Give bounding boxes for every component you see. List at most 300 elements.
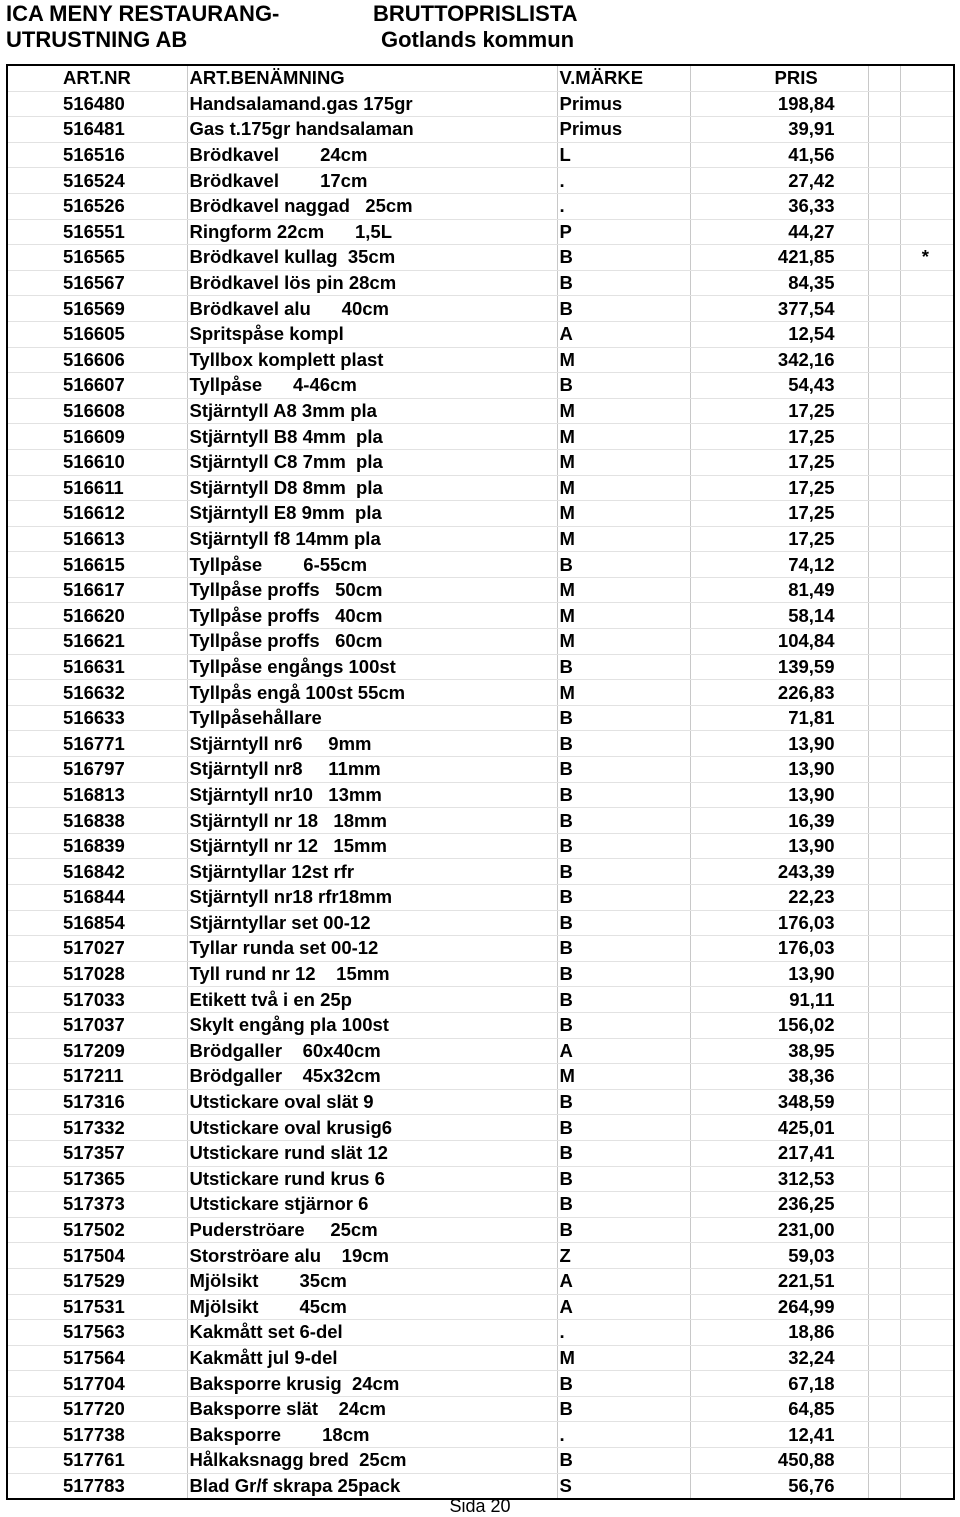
table-row	[7, 373, 954, 399]
cell-empty	[868, 833, 900, 859]
cell-brand: Primus	[557, 91, 690, 117]
cell-artnr: 517037	[7, 1012, 187, 1038]
cell-empty	[868, 1448, 900, 1474]
cell-brand: B	[557, 757, 690, 783]
cell-mark	[900, 1064, 954, 1090]
cell-empty	[868, 296, 900, 322]
table-row	[7, 1089, 954, 1115]
cell-mark	[900, 961, 954, 987]
cell-artnr: 517783	[7, 1473, 187, 1499]
cell-article-name: Brödgaller 60x40cm	[187, 1038, 557, 1064]
cell-empty	[868, 245, 900, 271]
cell-mark	[900, 1038, 954, 1064]
cell-price: 12,41	[690, 1422, 868, 1448]
cell-artnr: 516481	[7, 117, 187, 143]
cell-article-name: Stjärntyllar set 00-12	[187, 910, 557, 936]
cell-brand: .	[557, 1320, 690, 1346]
cell-price: 221,51	[690, 1268, 868, 1294]
cell-price: 13,90	[690, 782, 868, 808]
cell-brand: B	[557, 245, 690, 271]
cell-empty	[868, 1371, 900, 1397]
cell-brand: B	[557, 373, 690, 399]
cell-empty	[868, 1396, 900, 1422]
cell-brand: M	[557, 501, 690, 527]
cell-price: 139,59	[690, 654, 868, 680]
table-row	[7, 219, 954, 245]
table-row	[7, 1396, 954, 1422]
cell-brand: M	[557, 449, 690, 475]
cell-artnr: 516605	[7, 321, 187, 347]
table-row	[7, 449, 954, 475]
cell-article-name: Gas t.175gr handsalaman	[187, 117, 557, 143]
cell-price: 16,39	[690, 808, 868, 834]
cell-article-name: Handsalamand.gas 175gr	[187, 91, 557, 117]
cell-artnr: 516551	[7, 219, 187, 245]
cell-artnr: 516842	[7, 859, 187, 885]
table-row	[7, 731, 954, 757]
cell-mark	[900, 1294, 954, 1320]
cell-empty	[868, 603, 900, 629]
cell-empty	[868, 552, 900, 578]
column-header-price: PRIS	[690, 65, 868, 91]
cell-article-name: Kakmått set 6-del	[187, 1320, 557, 1346]
cell-artnr: 516854	[7, 910, 187, 936]
cell-brand: B	[557, 705, 690, 731]
cell-price: 13,90	[690, 757, 868, 783]
table-row	[7, 526, 954, 552]
cell-mark	[900, 936, 954, 962]
cell-empty	[868, 1115, 900, 1141]
document-subtitle: Gotlands kommun	[381, 27, 575, 52]
cell-empty	[868, 1345, 900, 1371]
page-number: Sida 20	[449, 1496, 511, 1516]
cell-artnr: 516844	[7, 885, 187, 911]
column-header-name: ART.BENÄMNING	[187, 65, 557, 91]
cell-empty	[868, 373, 900, 399]
cell-price: 377,54	[690, 296, 868, 322]
table-row	[7, 1243, 954, 1269]
table-row	[7, 808, 954, 834]
cell-brand: M	[557, 526, 690, 552]
cell-price: 243,39	[690, 859, 868, 885]
cell-artnr: 516813	[7, 782, 187, 808]
cell-mark	[900, 142, 954, 168]
cell-price: 17,25	[690, 501, 868, 527]
cell-empty	[868, 91, 900, 117]
table-header-row	[7, 65, 954, 91]
cell-mark	[900, 1192, 954, 1218]
cell-article-name: Stjärntyll nr18 rfr18mm	[187, 885, 557, 911]
cell-empty	[868, 629, 900, 655]
cell-price: 22,23	[690, 885, 868, 911]
cell-price: 38,36	[690, 1064, 868, 1090]
cell-article-name: Tyllpåse engångs 100st	[187, 654, 557, 680]
cell-article-name: Mjölsikt 35cm	[187, 1268, 557, 1294]
cell-empty	[868, 321, 900, 347]
table-row	[7, 245, 954, 271]
cell-mark	[900, 1243, 954, 1269]
cell-artnr: 516612	[7, 501, 187, 527]
cell-brand: A	[557, 1268, 690, 1294]
cell-mark	[900, 526, 954, 552]
cell-artnr: 517316	[7, 1089, 187, 1115]
cell-brand: A	[557, 321, 690, 347]
table-row	[7, 654, 954, 680]
table-row	[7, 193, 954, 219]
cell-empty	[868, 1038, 900, 1064]
cell-article-name: Stjärntyllar 12st rfr	[187, 859, 557, 885]
cell-price: 198,84	[690, 91, 868, 117]
cell-mark	[900, 270, 954, 296]
cell-article-name: Brödkavel naggad 25cm	[187, 193, 557, 219]
cell-mark	[900, 654, 954, 680]
cell-artnr: 517332	[7, 1115, 187, 1141]
cell-mark	[900, 1448, 954, 1474]
cell-article-name: Tyllpåse 6-55cm	[187, 552, 557, 578]
cell-price: 39,91	[690, 117, 868, 143]
cell-price: 13,90	[690, 731, 868, 757]
cell-article-name: Tyllpåsehållare	[187, 705, 557, 731]
cell-price: 264,99	[690, 1294, 868, 1320]
cell-article-name: Tyllpås engå 100st 55cm	[187, 680, 557, 706]
cell-artnr: 516608	[7, 398, 187, 424]
cell-brand: M	[557, 629, 690, 655]
cell-article-name: Stjärntyll f8 14mm pla	[187, 526, 557, 552]
table-row	[7, 987, 954, 1013]
cell-brand: B	[557, 1115, 690, 1141]
table-row	[7, 117, 954, 143]
cell-mark	[900, 91, 954, 117]
cell-empty	[868, 987, 900, 1013]
table-row	[7, 936, 954, 962]
cell-price: 425,01	[690, 1115, 868, 1141]
cell-brand: S	[557, 1473, 690, 1499]
cell-empty	[868, 577, 900, 603]
cell-artnr: 516633	[7, 705, 187, 731]
cell-article-name: Baksporre slät 24cm	[187, 1396, 557, 1422]
table-row	[7, 1166, 954, 1192]
cell-article-name: Utstickare stjärnor 6	[187, 1192, 557, 1218]
cell-empty	[868, 1217, 900, 1243]
cell-mark	[900, 1089, 954, 1115]
cell-price: 67,18	[690, 1371, 868, 1397]
cell-empty	[868, 526, 900, 552]
cell-empty	[868, 1422, 900, 1448]
cell-price: 17,25	[690, 424, 868, 450]
cell-artnr: 517033	[7, 987, 187, 1013]
cell-article-name: Stjärntyll nr6 9mm	[187, 731, 557, 757]
cell-brand: B	[557, 270, 690, 296]
table-row	[7, 1294, 954, 1320]
cell-empty	[868, 142, 900, 168]
cell-article-name: Hålkaksnagg bred 25cm	[187, 1448, 557, 1474]
cell-price: 226,83	[690, 680, 868, 706]
cell-brand: Primus	[557, 117, 690, 143]
column-header-mark	[900, 65, 954, 91]
cell-mark	[900, 1345, 954, 1371]
cell-artnr: 517529	[7, 1268, 187, 1294]
cell-price: 342,16	[690, 347, 868, 373]
cell-brand: M	[557, 1064, 690, 1090]
cell-brand: B	[557, 296, 690, 322]
cell-article-name: Brödkavel alu 40cm	[187, 296, 557, 322]
cell-artnr: 516771	[7, 731, 187, 757]
cell-mark	[900, 833, 954, 859]
table-row	[7, 1192, 954, 1218]
cell-price: 27,42	[690, 168, 868, 194]
cell-article-name: Tyllpåse 4-46cm	[187, 373, 557, 399]
cell-artnr: 517504	[7, 1243, 187, 1269]
cell-empty	[868, 117, 900, 143]
cell-artnr: 517564	[7, 1345, 187, 1371]
cell-brand: B	[557, 1089, 690, 1115]
cell-mark	[900, 501, 954, 527]
cell-article-name: Brödkavel lös pin 28cm	[187, 270, 557, 296]
cell-brand: B	[557, 885, 690, 911]
cell-empty	[868, 1243, 900, 1269]
cell-article-name: Skylt engång pla 100st	[187, 1012, 557, 1038]
cell-brand: B	[557, 910, 690, 936]
company-name-line2: UTRUSTNING AB	[6, 27, 188, 52]
cell-article-name: Stjärntyll nr 18 18mm	[187, 808, 557, 834]
cell-mark	[900, 629, 954, 655]
cell-mark	[900, 475, 954, 501]
cell-mark	[900, 117, 954, 143]
cell-brand: M	[557, 475, 690, 501]
cell-mark	[900, 321, 954, 347]
cell-brand: B	[557, 859, 690, 885]
cell-artnr: 516606	[7, 347, 187, 373]
cell-price: 176,03	[690, 936, 868, 962]
cell-price: 44,27	[690, 219, 868, 245]
cell-article-name: Brödgaller 45x32cm	[187, 1064, 557, 1090]
table-row	[7, 398, 954, 424]
cell-article-name: Stjärntyll nr10 13mm	[187, 782, 557, 808]
cell-empty	[868, 859, 900, 885]
cell-artnr: 517761	[7, 1448, 187, 1474]
cell-price: 348,59	[690, 1089, 868, 1115]
cell-mark	[900, 859, 954, 885]
cell-brand: B	[557, 1140, 690, 1166]
cell-mark	[900, 398, 954, 424]
cell-artnr: 516631	[7, 654, 187, 680]
cell-empty	[868, 808, 900, 834]
cell-price: 312,53	[690, 1166, 868, 1192]
cell-mark	[900, 1268, 954, 1294]
table-row	[7, 296, 954, 322]
cell-mark	[900, 1115, 954, 1141]
cell-brand: M	[557, 424, 690, 450]
cell-mark	[900, 1320, 954, 1346]
cell-brand: M	[557, 398, 690, 424]
cell-price: 17,25	[690, 526, 868, 552]
table-row	[7, 1038, 954, 1064]
table-row	[7, 142, 954, 168]
cell-mark	[900, 168, 954, 194]
cell-article-name: Stjärntyll B8 4mm pla	[187, 424, 557, 450]
cell-brand: M	[557, 1345, 690, 1371]
cell-artnr: 516615	[7, 552, 187, 578]
cell-artnr: 516569	[7, 296, 187, 322]
cell-empty	[868, 501, 900, 527]
cell-mark	[900, 1422, 954, 1448]
cell-brand: B	[557, 1396, 690, 1422]
cell-price: 12,54	[690, 321, 868, 347]
cell-article-name: Puderströare 25cm	[187, 1217, 557, 1243]
cell-mark	[900, 782, 954, 808]
cell-mark	[900, 680, 954, 706]
cell-price: 41,56	[690, 142, 868, 168]
cell-brand: .	[557, 1422, 690, 1448]
cell-article-name: Storströare alu 19cm	[187, 1243, 557, 1269]
cell-mark	[900, 373, 954, 399]
cell-empty	[868, 398, 900, 424]
table-row	[7, 1268, 954, 1294]
table-row	[7, 1064, 954, 1090]
column-header-empty	[868, 65, 900, 91]
column-header-artnr: ART.NR	[7, 65, 187, 91]
cell-mark	[900, 731, 954, 757]
cell-empty	[868, 1192, 900, 1218]
cell-artnr: 517738	[7, 1422, 187, 1448]
cell-empty	[868, 705, 900, 731]
cell-brand: A	[557, 1038, 690, 1064]
cell-article-name: Tyllpåse proffs 50cm	[187, 577, 557, 603]
cell-brand: B	[557, 808, 690, 834]
cell-empty	[868, 731, 900, 757]
cell-brand: B	[557, 1371, 690, 1397]
cell-price: 36,33	[690, 193, 868, 219]
cell-empty	[868, 961, 900, 987]
cell-brand: A	[557, 1294, 690, 1320]
table-row	[7, 321, 954, 347]
table-row	[7, 603, 954, 629]
cell-price: 56,76	[690, 1473, 868, 1499]
cell-brand: B	[557, 552, 690, 578]
cell-brand: Z	[557, 1243, 690, 1269]
table-row	[7, 833, 954, 859]
cell-brand: .	[557, 193, 690, 219]
cell-artnr: 516524	[7, 168, 187, 194]
table-row	[7, 1422, 954, 1448]
table-row	[7, 552, 954, 578]
cell-brand: L	[557, 142, 690, 168]
cell-mark	[900, 910, 954, 936]
cell-mark	[900, 1012, 954, 1038]
table-row	[7, 1140, 954, 1166]
cell-article-name: Brödkavel 24cm	[187, 142, 557, 168]
cell-price: 176,03	[690, 910, 868, 936]
cell-article-name: Tyll rund nr 12 15mm	[187, 961, 557, 987]
table-row	[7, 577, 954, 603]
cell-artnr: 516610	[7, 449, 187, 475]
cell-artnr: 516617	[7, 577, 187, 603]
cell-empty	[868, 168, 900, 194]
cell-brand: B	[557, 1012, 690, 1038]
cell-mark	[900, 1371, 954, 1397]
cell-article-name: Spritspåse kompl	[187, 321, 557, 347]
table-row	[7, 629, 954, 655]
cell-brand: B	[557, 782, 690, 808]
cell-article-name: Tyllpåse proffs 40cm	[187, 603, 557, 629]
cell-empty	[868, 885, 900, 911]
cell-mark	[900, 347, 954, 373]
cell-article-name: Tyllar runda set 00-12	[187, 936, 557, 962]
cell-brand: B	[557, 731, 690, 757]
cell-article-name: Stjärntyll A8 3mm pla	[187, 398, 557, 424]
cell-price: 217,41	[690, 1140, 868, 1166]
cell-mark	[900, 1140, 954, 1166]
cell-artnr: 516526	[7, 193, 187, 219]
cell-artnr: 517531	[7, 1294, 187, 1320]
table-row	[7, 1345, 954, 1371]
table-row	[7, 782, 954, 808]
cell-brand: P	[557, 219, 690, 245]
cell-empty	[868, 1268, 900, 1294]
cell-article-name: Utstickare rund slät 12	[187, 1140, 557, 1166]
cell-empty	[868, 757, 900, 783]
cell-mark	[900, 1396, 954, 1422]
cell-price: 156,02	[690, 1012, 868, 1038]
cell-price: 236,25	[690, 1192, 868, 1218]
cell-price: 18,86	[690, 1320, 868, 1346]
table-row	[7, 270, 954, 296]
cell-article-name: Stjärntyll nr8 11mm	[187, 757, 557, 783]
cell-article-name: Utstickare rund krus 6	[187, 1166, 557, 1192]
cell-artnr: 516609	[7, 424, 187, 450]
table-row	[7, 501, 954, 527]
cell-artnr: 516516	[7, 142, 187, 168]
cell-brand: B	[557, 936, 690, 962]
cell-empty	[868, 680, 900, 706]
cell-empty	[868, 654, 900, 680]
cell-article-name: Ringform 22cm 1,5L	[187, 219, 557, 245]
cell-price: 104,84	[690, 629, 868, 655]
table-row	[7, 91, 954, 117]
column-header-brand: V.MÄRKE	[557, 65, 690, 91]
cell-price: 17,25	[690, 398, 868, 424]
cell-mark	[900, 603, 954, 629]
cell-article-name: Mjölsikt 45cm	[187, 1294, 557, 1320]
cell-article-name: Tyllbox komplett plast	[187, 347, 557, 373]
cell-article-name: Utstickare oval krusig6	[187, 1115, 557, 1141]
table-row	[7, 1320, 954, 1346]
cell-artnr: 516620	[7, 603, 187, 629]
cell-empty	[868, 347, 900, 373]
document-title: BRUTTOPRISLISTA	[373, 1, 578, 26]
cell-article-name: Stjärntyll nr 12 15mm	[187, 833, 557, 859]
cell-artnr: 517209	[7, 1038, 187, 1064]
table-row	[7, 757, 954, 783]
cell-article-name: Utstickare oval slät 9	[187, 1089, 557, 1115]
cell-artnr: 516567	[7, 270, 187, 296]
cell-empty	[868, 475, 900, 501]
cell-price: 74,12	[690, 552, 868, 578]
cell-empty	[868, 910, 900, 936]
cell-mark	[900, 424, 954, 450]
table-row	[7, 910, 954, 936]
cell-brand: M	[557, 680, 690, 706]
cell-article-name: Baksporre 18cm	[187, 1422, 557, 1448]
cell-artnr: 517563	[7, 1320, 187, 1346]
cell-article-name: Brödkavel 17cm	[187, 168, 557, 194]
cell-brand: B	[557, 1217, 690, 1243]
cell-artnr: 517211	[7, 1064, 187, 1090]
cell-empty	[868, 193, 900, 219]
table-row	[7, 680, 954, 706]
cell-mark	[900, 705, 954, 731]
cell-brand: M	[557, 347, 690, 373]
